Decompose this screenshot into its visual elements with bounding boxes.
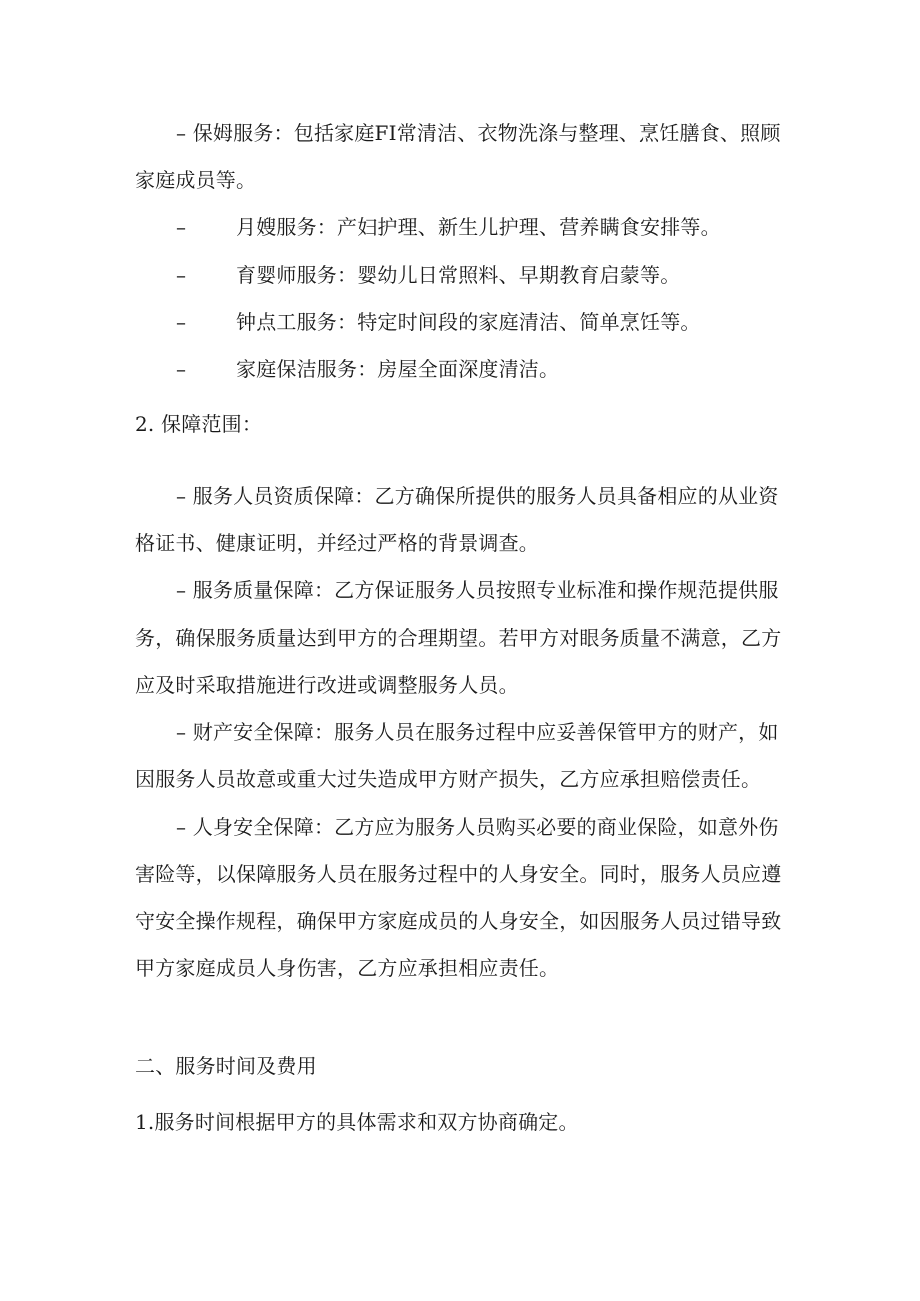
service-childcare-text: 育婴师服务：婴幼儿日常照料、早期教育启蒙等。 <box>236 263 681 287</box>
service-cleaning <box>176 357 559 381</box>
section-heading-guarantee: 2. 保障范围： <box>135 412 263 436</box>
guarantee-qualification-line2: 格证书、健康证明，并经过严格的背景调查。 <box>135 531 539 555</box>
list-dash: – <box>176 310 187 334</box>
item-service-time: 1.服务时间根据甲方的具体需求和双方协商确定。 <box>135 1110 579 1134</box>
guarantee-quality-line1: – 服务质量保障：乙方保证服务人员按照专业标准和操作规范提供服 <box>176 578 779 602</box>
list-dash: – <box>176 357 187 381</box>
guarantee-qualification-line1: – 服务人员资质保障：乙方确保所提供的服务人员具备相应的从业资 <box>176 484 779 508</box>
guarantee-property-line1: – 财产安全保障：服务人员在服务过程中应妥善保管甲方的财产，如 <box>176 720 779 744</box>
guarantee-personal-line3: 守安全操作规程，确保甲方家庭成员的人身安全，如因服务人员过错导致 <box>135 909 782 933</box>
list-dash: – <box>176 215 187 239</box>
guarantee-quality-line3: 应及时采取措施进行改进或调整服务人员。 <box>135 673 519 697</box>
section-heading-time-fees: 二、服务时间及费用 <box>135 1054 317 1078</box>
list-dash: – <box>176 263 187 287</box>
guarantee-personal-line1: – 人身安全保障：乙方应为服务人员购买必要的商业保险，如意外伤 <box>176 815 779 839</box>
guarantee-property-line2: 因服务人员故意或重大过失造成甲方财产损失，乙方应承担赔偿责任。 <box>135 767 762 791</box>
guarantee-personal-line4: 甲方家庭成员人身伤害，乙方应承担相应责任。 <box>135 956 560 980</box>
service-hourly <box>176 310 701 334</box>
guarantee-personal-line2: 害险等，以保障服务人员在服务过程中的人身安全。同时，服务人员应遵 <box>135 862 782 886</box>
service-maternity <box>176 215 721 239</box>
service-cleaning-text: 家庭保洁服务：房屋全面深度清洁。 <box>236 357 560 381</box>
service-nanny-line2: 家庭成员等。 <box>135 168 257 192</box>
service-childcare <box>176 263 680 287</box>
service-maternity-text: 月嫂服务：产妇护理、新生儿护理、营养瞒食安排等。 <box>236 215 721 239</box>
guarantee-quality-line2: 务，确保服务质量达到甲方的合理期望。若甲方对眼务质量不满意，乙方 <box>135 626 782 650</box>
service-hourly-text: 钟点工服务：特定时间段的家庭清洁、简单烹饪等。 <box>236 310 701 334</box>
service-nanny-line1: – 保姆服务：包括家庭FI常清洁、衣物洗涤与整理、烹饪膳食、照顾 <box>176 121 781 145</box>
